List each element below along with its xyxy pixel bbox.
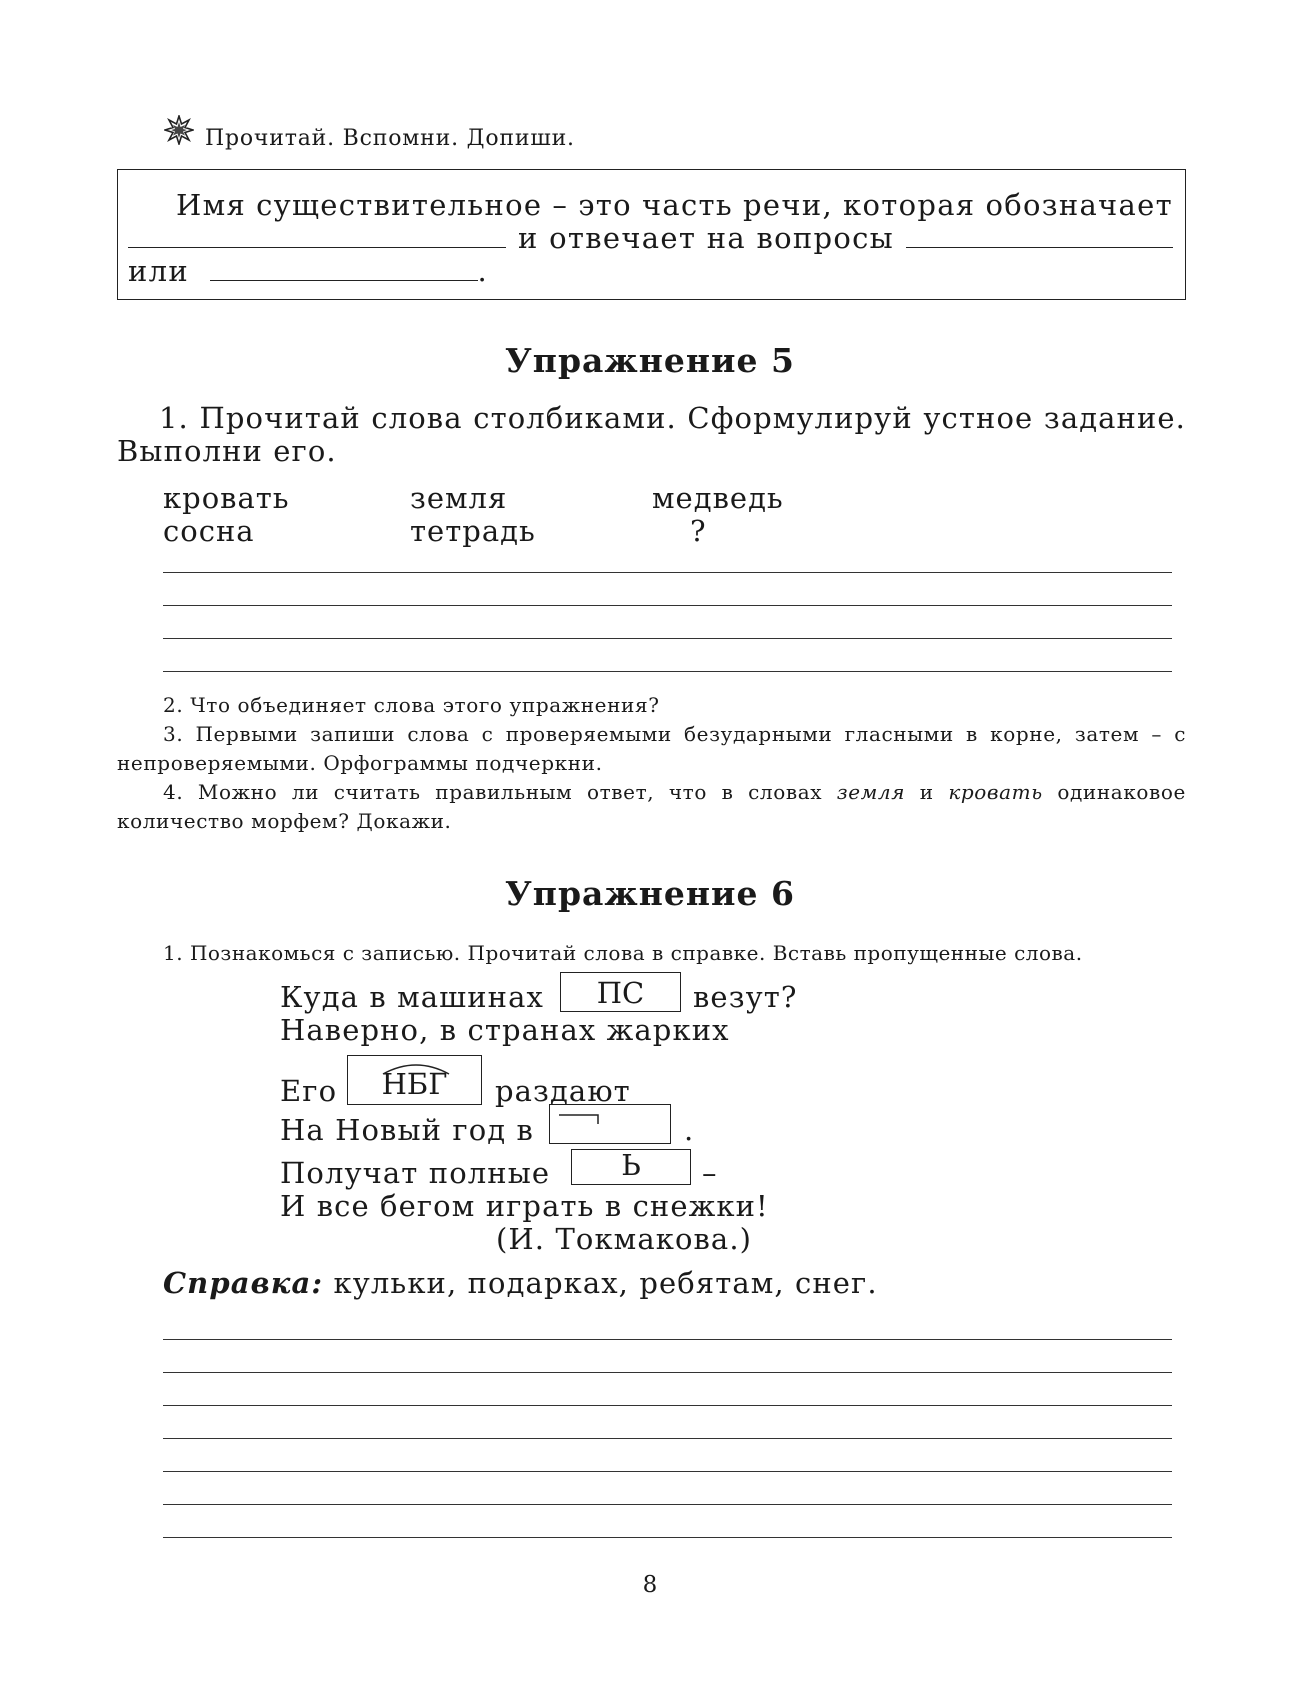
reference-label: Справка: [163,1266,324,1300]
exercise-5-task-3: 3. Первыми запиши слова с проверяемыми безударными гласными в корне, затем – с непроверяемыми. Орфограммы подчеркни. [117,722,1186,775]
page-number: 8 [642,1572,658,1598]
exercise-5-task-4 [117,778,1186,836]
ending-mark-icon [558,1113,602,1125]
answer-blank[interactable] [906,247,1173,248]
reference [163,1266,878,1300]
poem-line-6: И все бегом играть в снежки! [280,1189,769,1223]
exercise-5-task-2: 2. Что объединяет слова этого упражнения? [163,693,660,717]
task-4-text: и [905,780,949,804]
writing-line[interactable] [163,638,1172,639]
word-scheme-box[interactable]: ПС [560,972,681,1012]
poem-author: (И. Токмакова.) [496,1222,753,1256]
writing-line[interactable] [163,1537,1172,1538]
poem-line-1a: Куда в машинах [280,980,544,1014]
rule-line-2-text: и отвечает на вопросы [518,221,895,255]
exercise-6-task-1: 1. Познакомься с записью. Прочитай слова в справке. Вставь пропущенные слова. [163,941,1083,965]
writing-line[interactable] [163,1438,1172,1439]
rule-line-2 [128,221,1173,255]
answer-blank[interactable] [128,247,506,248]
writing-line[interactable] [163,1504,1172,1505]
poem-line-3a: Его [280,1074,338,1108]
poem-line-2: Наверно, в странах жарких [280,1013,730,1047]
reference-words: кульки, подарках, ребятам, снег. [323,1266,878,1300]
hint-instruction: Прочитай. Вспомни. Допиши. [205,126,575,151]
poem-line-4b: . [684,1113,695,1147]
task-4-text: одинаковое количество морфем? Докажи. [117,780,1186,833]
rule-word: часть [641,188,733,222]
answer-blank[interactable] [210,280,478,281]
word: тетрадь [410,514,536,548]
poem-line-4a: На Новый год в [280,1113,534,1147]
writing-line[interactable] [163,1372,1172,1373]
writing-line[interactable] [163,1339,1172,1340]
writing-line[interactable] [163,572,1172,573]
exercise-5-task-1: 1. Прочитай слова столбиками. Сформулируй устное задание. Выполни его. [117,401,1186,468]
star-icon [164,115,194,145]
exercise-6-title: Упражнение 6 [505,874,795,913]
task-4-text: 4. Можно ли считать правильным ответ, что в словах [163,780,837,804]
exercise-5-tasks [117,691,1186,836]
word: кровать [163,481,290,515]
rule-word: Имя [176,188,247,222]
word-scheme-box[interactable] [347,1055,482,1105]
word: ? [690,514,707,548]
exercise-5-title: Упражнение 5 [505,341,795,380]
scheme-label: НБГ [381,1067,448,1101]
poem-line-5b: – [702,1156,718,1190]
writing-line[interactable] [163,671,1172,672]
rule-line-1 [176,188,1173,222]
rule-box [117,169,1186,300]
rule-line-3-text: или [128,254,189,288]
writing-line[interactable] [163,605,1172,606]
writing-line[interactable] [163,1405,1172,1406]
task-4-word: земля [836,780,906,804]
writing-line[interactable] [163,1471,1172,1472]
poem-line-3b: раздают [495,1074,631,1108]
poem-line-1b: везут? [693,980,798,1014]
rule-line-3-dot: . [477,254,489,288]
rule-word: это [578,188,632,222]
word: земля [410,481,508,515]
task-4-word: кровать [948,780,1043,804]
word-scheme-box[interactable]: Ь [571,1149,691,1185]
rule-word: существительное [256,188,543,222]
rule-word: которая [843,188,976,222]
rule-line-3 [128,254,1173,288]
root-arc-icon [380,1062,452,1076]
rule-word: речи, [743,188,833,222]
word: сосна [163,514,255,548]
poem-line-5a: Получат полные [280,1156,551,1190]
rule-word: обозначает [985,188,1173,222]
word: медведь [652,481,784,515]
rule-word: – [552,188,569,222]
word-scheme-box[interactable] [549,1104,671,1144]
